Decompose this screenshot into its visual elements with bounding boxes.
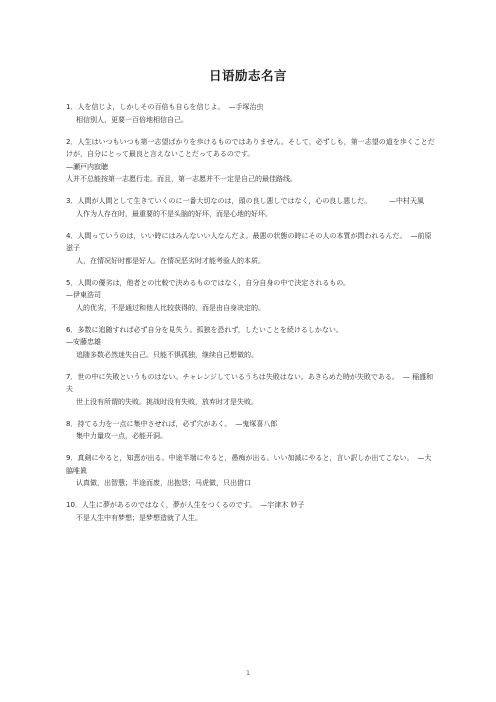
quote-japanese: 1．人を信じよ，しかしその百倍も自らを信じよ。 —手塚治虫 (66, 103, 264, 111)
quote-author: —前原滋子 (66, 231, 432, 252)
quote-entry (66, 371, 436, 409)
quote-entry (66, 101, 436, 126)
quote-entry (66, 324, 436, 362)
quote-japanese: 9．真剣にやると，知恵が出る。中途半端にやると，愚痴が出る。いい加減にやると，言い訳しか出てこない。 —大脇唯眞 (66, 454, 432, 475)
quote-entry (66, 230, 436, 268)
quote-author: —大脇唯眞 (66, 454, 432, 475)
quote-list (66, 101, 436, 534)
quote-japanese: 2．人生はいつもいつも第一志望ばかりを歩けるものではありません。そして，必ずしも，第一志望の道を歩くことだけが，自分にとって最良と言えないことだってあるのです。 (66, 137, 435, 158)
quote-chinese: 认真做，出智慧；半途而废，出抱怨；马虎做，只出借口 (76, 479, 251, 487)
quote-japanese: 5．人間の優劣は，他者との比較で決めるものではなく，自分自身の中で決定されるもの。 (66, 278, 351, 287)
quote-entry (66, 277, 436, 315)
quote-author: —伊東浩司 (66, 291, 101, 299)
quote-japanese: 7．世の中に失敗というものはない。チャレンジしているうちは失敗はない。あきらめた時が失敗である。 — 稲盛和夫 (66, 372, 434, 393)
quote-author: — 稲盛和夫 (66, 372, 434, 393)
quote-entry (66, 499, 436, 524)
quote-entry (66, 136, 436, 186)
quote-chinese: 人作为人存在时，最重要的不是头脑的好坏，而是心地的好坏。 (76, 209, 272, 218)
quote-entry (66, 452, 436, 490)
quote-japanese: 10．人生に夢があるのではなく，夢が人生をつくるのです。 —宇津木 妙子 (66, 501, 305, 509)
quote-author: —手塚治虫 (228, 103, 264, 111)
quote-entry (66, 195, 436, 220)
quote-chinese: 追随多数必然迷失自己。只能不惧孤独，继续自己想做的。 (76, 350, 258, 359)
quote-author: —鬼塚喜八郎 (235, 419, 278, 428)
quote-author: —宇津木 妙子 (260, 501, 305, 509)
quote-chinese: 集中力量攻一点，必能开洞。 (76, 432, 167, 440)
page-number: 1 (246, 670, 250, 677)
document-title: 日语励志名言 (208, 68, 287, 83)
quote-japanese: 4．人間っていうのは，いい時にはみんないい人なんだよ。最悪の状態の時にその人の本質が問われるんだ。 —前原滋子 (66, 231, 432, 252)
quote-chinese: 世上没有所谓的失败。挑战时没有失败，放弃时才是失败。 (76, 397, 258, 406)
quote-entry (66, 418, 436, 443)
quote-japanese: 8．持てる力を一点に集中させれば，必ず穴があく。 —鬼塚喜八郎 (66, 419, 278, 428)
quote-chinese: 相信别人，更要一百倍地相信自己。 (76, 115, 188, 124)
quote-japanese: 6．多数に追随すれば必ず自分を見失う。孤独を恐れず，したいことを続けるしかない。 (66, 325, 343, 334)
quote-author: —中村天風 (389, 197, 424, 205)
quote-japanese: 3．人間が人間として生きていくのに一番大切なのは，頭の良し悪しではなく，心の良し悪しだ。 —中村天風 (66, 195, 436, 208)
quote-chinese: 人并不总能按第一志愿行走。而且，第一志愿并不一定是自己的最佳路线。 (66, 175, 297, 183)
quote-author: —瀬戸内寂聴 (66, 162, 108, 171)
quote-author: —安藤忠雄 (66, 338, 101, 346)
quote-chinese: 人，在情况好时都是好人。在情况恶劣时才能考验人的本质。 (76, 256, 265, 265)
quote-chinese: 人的优劣，不是通过和他人比较获得的，而是由自身决定的。 (76, 303, 265, 312)
quote-chinese: 不是人生中有梦想；是梦想造就了人生。 (76, 513, 202, 522)
